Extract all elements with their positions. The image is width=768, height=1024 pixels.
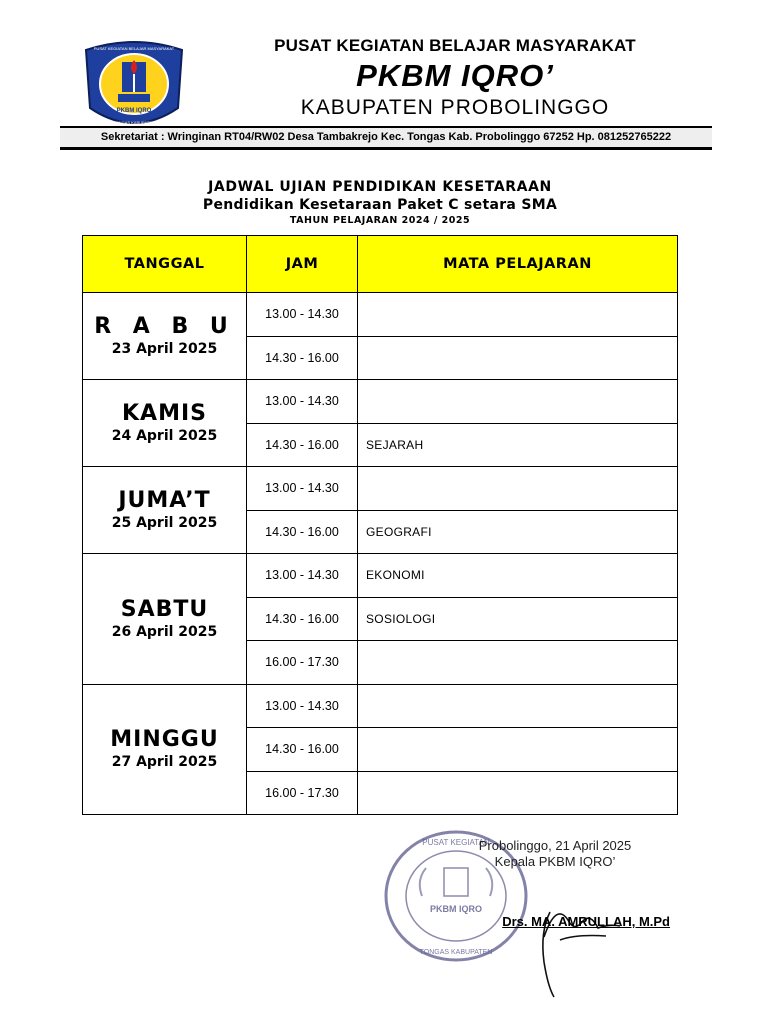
- time-cell: 14.30 - 16.00: [247, 597, 358, 641]
- stamp-top-text: PUSAT KEGIATAN: [422, 838, 490, 847]
- header-tanggal: TANGGAL: [83, 236, 247, 293]
- day-date: 24 April 2025: [111, 428, 218, 444]
- table-row: [83, 293, 678, 337]
- header-jam: JAM: [247, 236, 358, 293]
- logo-top-text: PUSAT KEGIATAN BELAJAR MASYARAKAT: [93, 46, 175, 51]
- letterhead: [60, 30, 720, 150]
- subject-cell: [358, 467, 678, 511]
- subject-cell: SEJARAH: [358, 423, 678, 467]
- time-cell: 13.00 - 14.30: [247, 467, 358, 511]
- pkbm-logo: [78, 38, 190, 130]
- subject-cell: EKONOMI: [358, 554, 678, 598]
- signer-name: Drs. MA. AMRULLAH, M.Pd: [502, 914, 670, 929]
- time-cell: 13.00 - 14.30: [247, 554, 358, 598]
- subject-cell: GEOGRAFI: [358, 510, 678, 554]
- time-cell: 14.30 - 16.00: [247, 336, 358, 380]
- time-cell: 14.30 - 16.00: [247, 423, 358, 467]
- org-region: KABUPATEN PROBOLINGGO: [300, 96, 610, 119]
- subject-cell: [358, 336, 678, 380]
- subject-cell: SOSIOLOGI: [358, 597, 678, 641]
- table-row: [83, 684, 678, 728]
- time-cell: 16.00 - 17.30: [247, 771, 358, 815]
- logo-center-text: PKBM IQRO: [116, 108, 152, 114]
- table-row: [83, 380, 678, 424]
- subject-cell: [358, 684, 678, 728]
- subject-cell: [358, 728, 678, 772]
- time-cell: 13.00 - 14.30: [247, 293, 358, 337]
- day-date: 26 April 2025: [111, 623, 218, 640]
- subject-cell: [358, 641, 678, 685]
- subject-cell: [358, 771, 678, 815]
- day-name: KAMIS: [122, 401, 207, 426]
- time-cell: 16.00 - 17.30: [247, 641, 358, 685]
- date-cell-sabtu: [83, 554, 247, 685]
- signature-block: [380, 822, 680, 1012]
- org-name: PKBM IQRO’: [356, 58, 554, 93]
- time-cell: 13.00 - 14.30: [247, 380, 358, 424]
- signer-role: Kepala PKBM IQRO’: [494, 854, 616, 869]
- table-row: [83, 554, 678, 598]
- date-cell-kamis: [83, 380, 247, 467]
- time-cell: 14.30 - 16.00: [247, 728, 358, 772]
- title-line2: Pendidikan Kesetaraan Paket C setara SMA: [202, 197, 558, 213]
- header-mata-pelajaran: MATA PELAJARAN: [358, 236, 678, 293]
- stamp-center-text: PKBM IQRO: [429, 904, 483, 914]
- title-line3: TAHUN PELAJARAN 2024 / 2025: [289, 215, 471, 226]
- day-name: SABTU: [120, 596, 209, 622]
- secretariat-address: Sekretariat : Wringinan RT04/RW02 Desa Tambakrejo Kec. Tongas Kab. Probolinggo 67252 Hp. 081252765222: [60, 126, 712, 150]
- day-name: JUMA’T: [118, 488, 211, 513]
- table-header-row: [83, 236, 678, 293]
- date-cell-jumat: [83, 467, 247, 554]
- time-cell: 14.30 - 16.00: [247, 510, 358, 554]
- subject-cell: [358, 380, 678, 424]
- stamp-bottom-text: TONGAS KABUPATEN: [419, 949, 493, 956]
- date-cell-rabu: [83, 293, 247, 380]
- day-date: 27 April 2025: [111, 754, 218, 771]
- title-line1: JADWAL UJIAN PENDIDIKAN KESETARAAN: [208, 179, 552, 195]
- day-name: R A B U: [94, 314, 235, 339]
- day-date: 25 April 2025: [111, 515, 218, 531]
- date-cell-minggu: [83, 684, 247, 815]
- logo-bottom-text: TONGAS KABUPATEN: [113, 120, 155, 125]
- day-name: MINGGU: [110, 727, 219, 753]
- time-cell: 13.00 - 14.30: [247, 684, 358, 728]
- subject-cell: [358, 293, 678, 337]
- document-title: [80, 178, 680, 227]
- org-type: PUSAT KEGIATAN BELAJAR MASYARAKAT: [274, 36, 636, 55]
- exam-schedule-table: [82, 235, 678, 815]
- day-date: 23 April 2025: [111, 341, 218, 357]
- place-and-date: Probolinggo, 21 April 2025: [478, 838, 632, 853]
- handwritten-signature: [520, 862, 630, 1002]
- table-row: [83, 467, 678, 511]
